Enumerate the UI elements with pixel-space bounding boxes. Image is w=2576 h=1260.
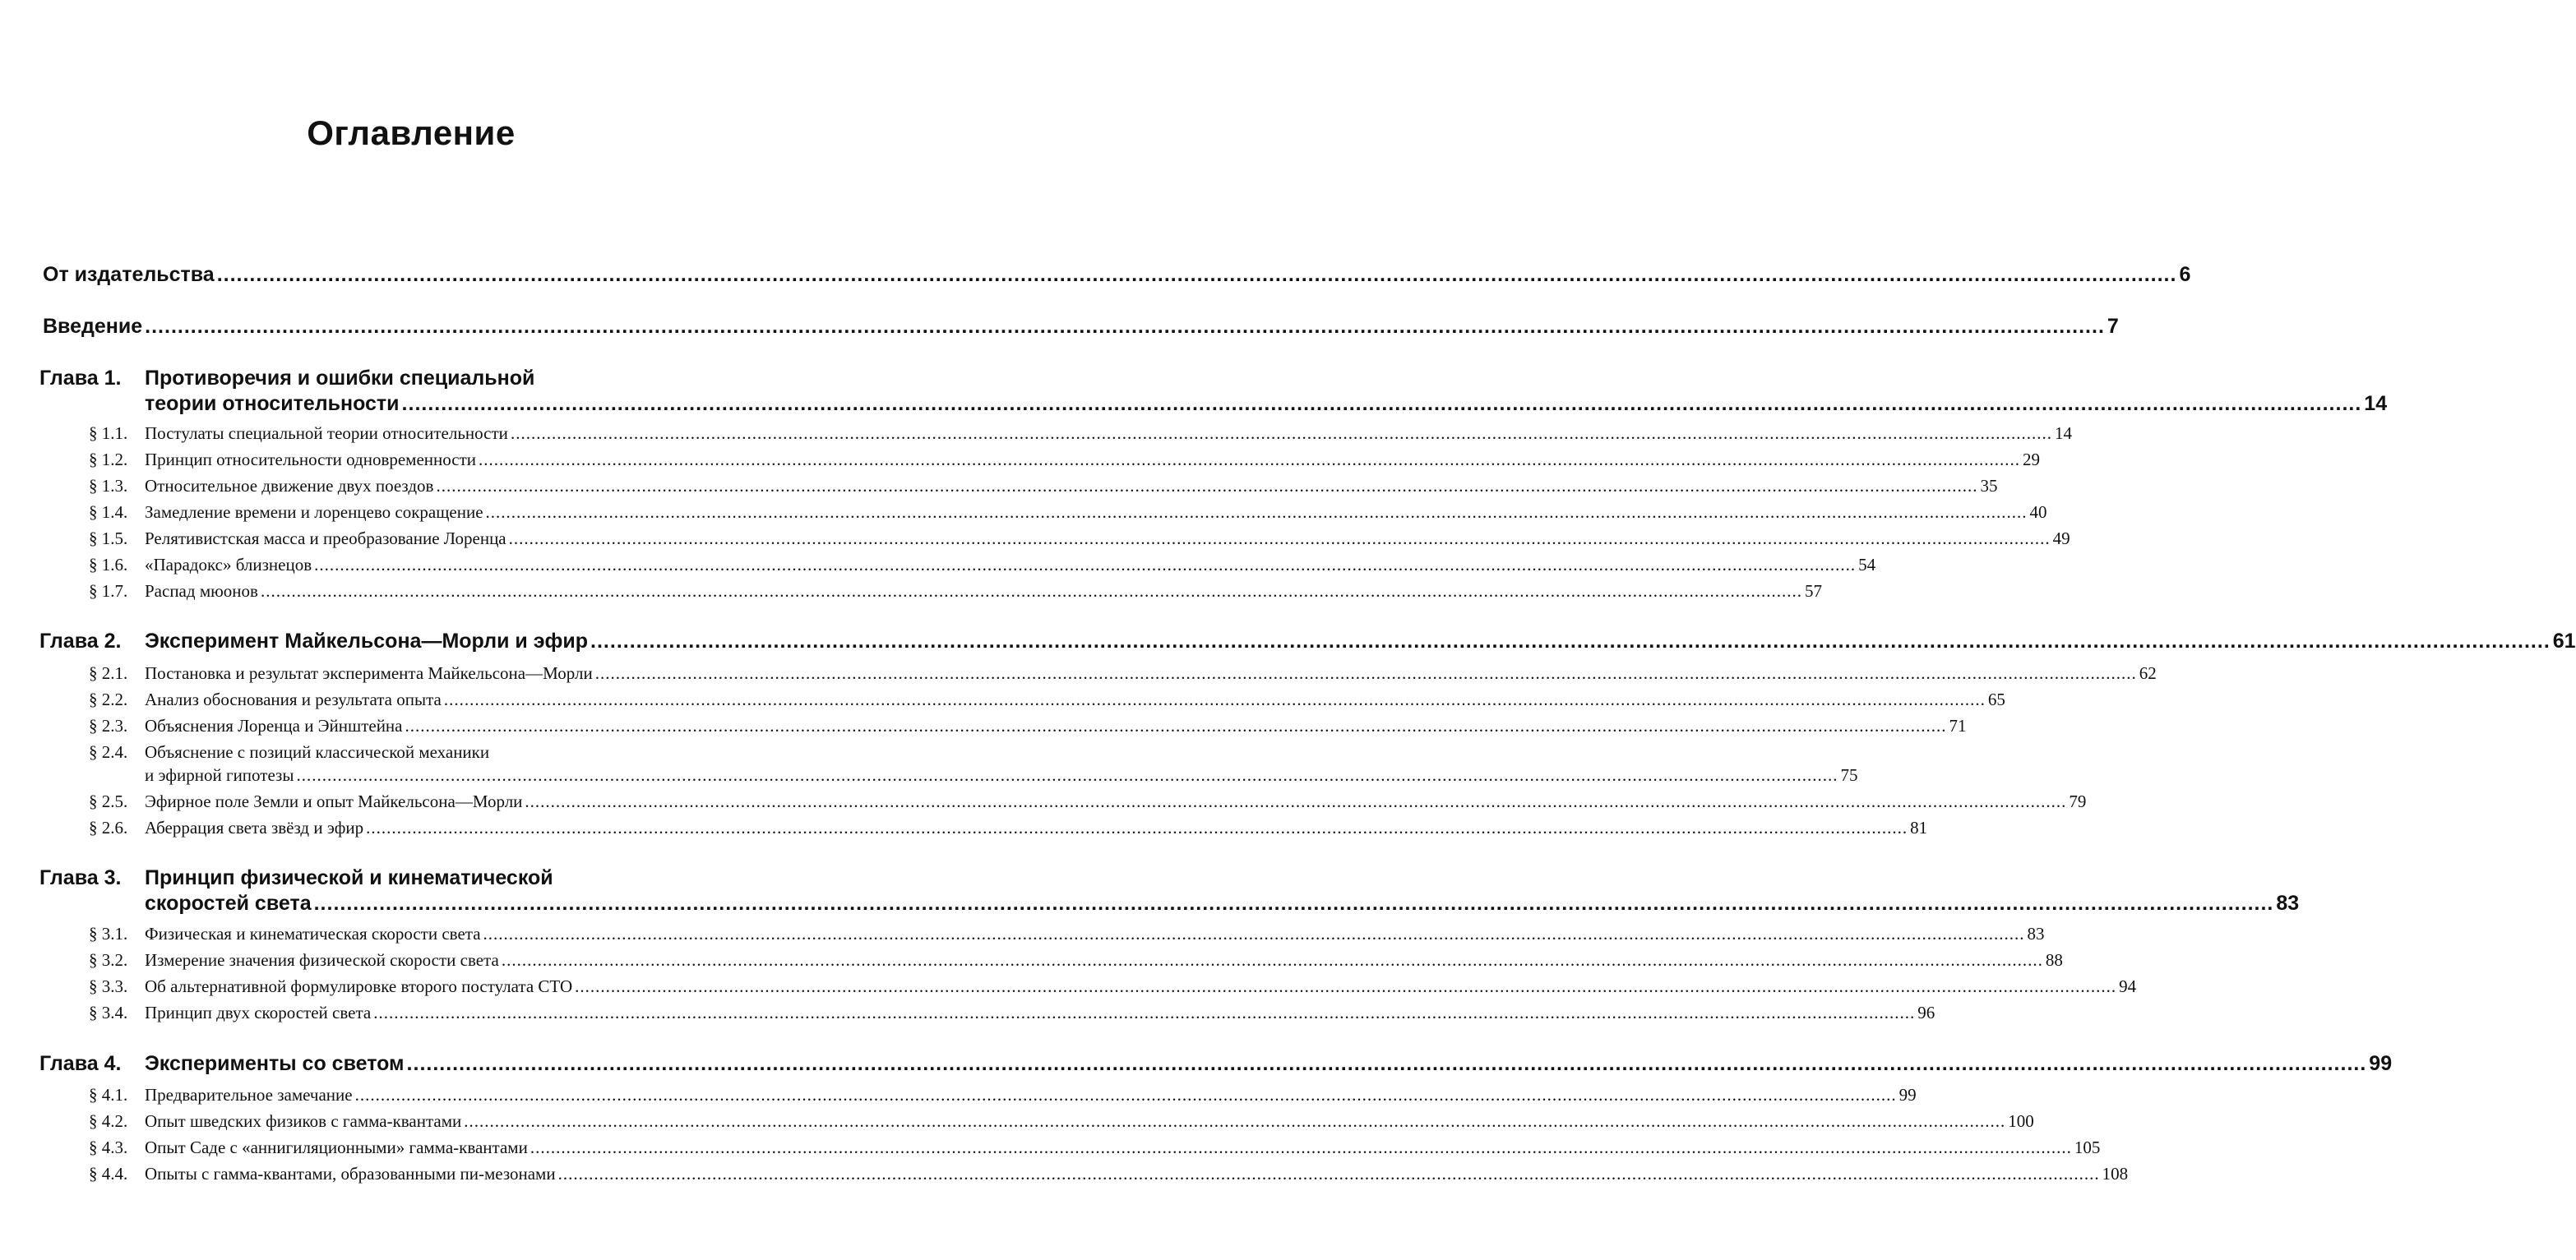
chapter-title-line: теории относительности	[145, 392, 400, 415]
toc-entry-label: «Парадокс» близнецов	[145, 555, 312, 575]
section-number: § 2.5.	[89, 792, 128, 811]
toc-page-number: 14	[2054, 423, 2072, 443]
toc-page-number: 100	[2008, 1111, 2034, 1131]
section-number: § 1.6.	[89, 555, 128, 575]
section-number: § 4.4.	[89, 1164, 128, 1184]
dot-leader: ............................................................................................................................................................................................................................................................................................................	[354, 1085, 1897, 1105]
chapter-number: Глава 1.	[39, 367, 122, 390]
toc-entry-chapter-1[interactable]	[145, 392, 2388, 416]
toc-page-number: 71	[1949, 716, 1967, 736]
toc-entry-chapter-4[interactable]	[145, 1052, 2393, 1076]
toc-entry-label: Эфирное поле Земли и опыт Майкельсона—Морли	[145, 792, 523, 811]
toc-page-number: 75	[1840, 765, 1858, 785]
toc-entry-chapter-3[interactable]	[145, 892, 2300, 916]
section-number: § 3.1.	[89, 924, 128, 944]
toc-entry-publisher[interactable]	[43, 263, 2191, 287]
toc-entry-label: Объяснения Лоренца и Эйнштейна	[145, 716, 403, 736]
toc-entry-label-line[interactable]: Объяснение с позиций классической механики	[145, 742, 490, 762]
dot-leader: ............................................................................................................................................................................................................................................................................................................	[216, 263, 2177, 286]
toc-entry-introduction[interactable]	[43, 315, 2119, 339]
toc-page-number: 99	[2369, 1052, 2393, 1075]
toc-entry-section[interactable]	[145, 690, 2005, 710]
toc-entry-section[interactable]	[145, 1085, 1917, 1105]
section-number: § 4.3.	[89, 1138, 128, 1157]
toc-entry-label: Принцип двух скоростей света	[145, 1003, 372, 1022]
toc-entry-label: Замедление времени и лоренцево сокращение	[145, 502, 483, 522]
toc-page-number: 81	[1910, 818, 1928, 838]
toc-page-number: 54	[1858, 555, 1876, 575]
section-number: § 1.1.	[89, 423, 128, 443]
section-number: § 1.7.	[89, 581, 128, 601]
toc-entry-label: Предварительное замечание	[145, 1085, 353, 1105]
toc-entry-section[interactable]	[145, 1003, 1935, 1023]
toc-page-number: 6	[2179, 263, 2191, 286]
toc-entry-section[interactable]	[145, 1164, 2129, 1184]
toc-page-number: 29	[2023, 450, 2041, 469]
section-number: § 2.4.	[89, 742, 128, 762]
toc-page-number: 7	[2107, 315, 2119, 338]
toc-entry-label: Введение	[43, 315, 143, 338]
dot-leader: ............................................................................................................................................................................................................................................................................................................	[525, 792, 2067, 811]
toc-entry-label: Принцип относительности одновременности	[145, 450, 477, 469]
dot-leader: ............................................................................................................................................................................................................................................................................................................	[436, 476, 1978, 496]
toc-entry-section[interactable]	[145, 1138, 2101, 1158]
section-number: § 4.2.	[89, 1111, 128, 1131]
section-number: § 2.1.	[89, 663, 128, 683]
dot-leader: ............................................................................................................................................................................................................................................................................................................	[590, 630, 2551, 653]
toc-page-number: 105	[2074, 1138, 2101, 1157]
toc-entry-label: Опыт шведских физиков с гамма-квантами	[145, 1111, 462, 1131]
section-number: § 3.4.	[89, 1003, 128, 1022]
toc-entry-label: Постулаты специальной теории относительности	[145, 423, 508, 443]
dot-leader: ............................................................................................................................................................................................................................................................................................................	[406, 1052, 2367, 1075]
toc-page-number: 14	[2364, 392, 2388, 415]
toc-entry-section[interactable]	[145, 581, 1822, 602]
chapter-title-line[interactable]: Принцип физической и кинематической	[145, 866, 553, 889]
chapter-title-line[interactable]: Противоречия и ошибки специальной	[145, 367, 535, 390]
dot-leader: ............................................................................................................................................................................................................................................................................................................	[557, 1164, 2100, 1184]
toc-entry-section[interactable]	[145, 502, 2047, 523]
section-number: § 2.3.	[89, 716, 128, 736]
toc-page-number: 79	[2069, 792, 2087, 811]
section-number: § 3.2.	[89, 950, 128, 970]
dot-leader: ............................................................................................................................................................................................................................................................................................................	[530, 1138, 2072, 1157]
toc-page-number: 57	[1804, 581, 1822, 601]
dot-leader: ............................................................................................................................................................................................................................................................................................................	[373, 1003, 1916, 1022]
dot-leader: ............................................................................................................................................................................................................................................................................................................	[479, 450, 2021, 469]
section-number: § 1.3.	[89, 476, 128, 496]
toc-entry-section[interactable]	[145, 1111, 2034, 1132]
toc-entry-section[interactable]	[145, 976, 2137, 997]
section-number: § 1.2.	[89, 450, 128, 469]
toc-entry-section[interactable]	[145, 765, 1858, 786]
toc-entry-section[interactable]	[145, 716, 1967, 736]
toc-page-number: 99	[1898, 1085, 1917, 1105]
toc-entry-section[interactable]	[145, 924, 2045, 944]
toc-entry-label: Относительное движение двух поездов	[145, 476, 434, 496]
toc-page-number: 62	[2139, 663, 2157, 683]
toc-entry-section[interactable]	[145, 950, 2063, 971]
toc-page-number: 83	[2276, 892, 2300, 915]
dot-leader: ............................................................................................................................................................................................................................................................................................................	[145, 315, 2105, 338]
toc-entry-label: Физическая и кинематическая скорости света	[145, 924, 481, 944]
toc-entry-label: От издательства	[43, 263, 215, 286]
toc-page-number: 40	[2029, 502, 2047, 522]
toc-entry-section[interactable]	[145, 476, 1998, 496]
dot-leader: ............................................................................................................................................................................................................................................................................................................	[485, 502, 2028, 522]
section-number: § 4.1.	[89, 1085, 128, 1105]
toc-entry-section[interactable]	[145, 663, 2157, 684]
dot-leader: ............................................................................................................................................................................................................................................................................................................	[366, 818, 1908, 838]
toc-entry-label: Постановка и результат эксперимента Майкельсона—Морли	[145, 663, 593, 683]
toc-page-number: 96	[1917, 1003, 1935, 1022]
toc-page-number: 49	[2052, 528, 2070, 548]
dot-leader: ............................................................................................................................................................................................................................................................................................................	[508, 528, 2051, 548]
dot-leader: ............................................................................................................................................................................................................................................................................................................	[314, 555, 1857, 575]
toc-entry-section[interactable]	[145, 792, 2087, 812]
dot-leader: ............................................................................................................................................................................................................................................................................................................	[443, 690, 1986, 709]
toc-entry-label: и эфирной гипотезы	[145, 765, 294, 785]
chapter-number: Глава 2.	[39, 630, 122, 653]
toc-entry-label: Об альтернативной формулировке второго постулата СТО	[145, 976, 573, 996]
toc-entry-label: Анализ обоснования и результата опыта	[145, 690, 442, 709]
toc-page-number: 94	[2119, 976, 2137, 996]
section-number: § 2.2.	[89, 690, 128, 709]
toc-entry-section[interactable]	[145, 450, 2041, 470]
page-title: Оглавление	[307, 113, 516, 152]
dot-leader: ............................................................................................................................................................................................................................................................................................................	[296, 765, 1838, 785]
dot-leader: ............................................................................................................................................................................................................................................................................................................	[594, 663, 2137, 683]
dot-leader: ............................................................................................................................................................................................................................................................................................................	[510, 423, 2052, 443]
dot-leader: ............................................................................................................................................................................................................................................................................................................	[401, 392, 2362, 415]
toc-entry-section[interactable]	[145, 423, 2072, 444]
dot-leader: ............................................................................................................................................................................................................................................................................................................	[405, 716, 1947, 736]
section-number: § 1.4.	[89, 502, 128, 522]
toc-entry-section[interactable]	[145, 555, 1876, 575]
dot-leader: ............................................................................................................................................................................................................................................................................................................	[313, 892, 2274, 915]
dot-leader: ............................................................................................................................................................................................................................................................................................................	[575, 976, 2117, 996]
toc-entry-chapter-2[interactable]	[145, 630, 2576, 653]
toc-page-number: 65	[1987, 690, 2005, 709]
toc-entry-label: Релятивистская масса и преобразование Лоренца	[145, 528, 506, 548]
toc-entry-label: Измерение значения физической скорости света	[145, 950, 499, 970]
toc-entry-label: Аберрация света звёзд и эфир	[145, 818, 364, 838]
chapter-title-line: Эксперименты со светом	[145, 1052, 405, 1075]
section-number: § 3.3.	[89, 976, 128, 996]
chapter-number: Глава 3.	[39, 866, 122, 889]
chapter-title-line: Эксперимент Майкельсона—Морли и эфир	[145, 630, 589, 653]
toc-entry-section[interactable]	[145, 528, 2070, 549]
dot-leader: ............................................................................................................................................................................................................................................................................................................	[260, 581, 1802, 601]
section-number: § 2.6.	[89, 818, 128, 838]
toc-page-number: 61	[2552, 630, 2576, 653]
dot-leader: ............................................................................................................................................................................................................................................................................................................	[483, 924, 2025, 944]
toc-page-number: 35	[1980, 476, 1998, 496]
toc-entry-label: Опыт Саде с «аннигиляционными» гамма-квантами	[145, 1138, 528, 1157]
section-number: § 1.5.	[89, 528, 128, 548]
chapter-number: Глава 4.	[39, 1052, 122, 1075]
chapter-title-line: скоростей света	[145, 892, 312, 915]
dot-leader: ............................................................................................................................................................................................................................................................................................................	[501, 950, 2043, 970]
toc-page-number: 88	[2045, 950, 2063, 970]
toc-entry-section[interactable]	[145, 818, 1928, 838]
toc-entry-label: Распад мюонов	[145, 581, 258, 601]
toc-entry-label: Опыты с гамма-квантами, образованными пи-мезонами	[145, 1164, 556, 1184]
toc-page-number: 83	[2027, 924, 2045, 944]
toc-page-number: 108	[2102, 1164, 2129, 1184]
dot-leader: ............................................................................................................................................................................................................................................................................................................	[464, 1111, 2006, 1131]
